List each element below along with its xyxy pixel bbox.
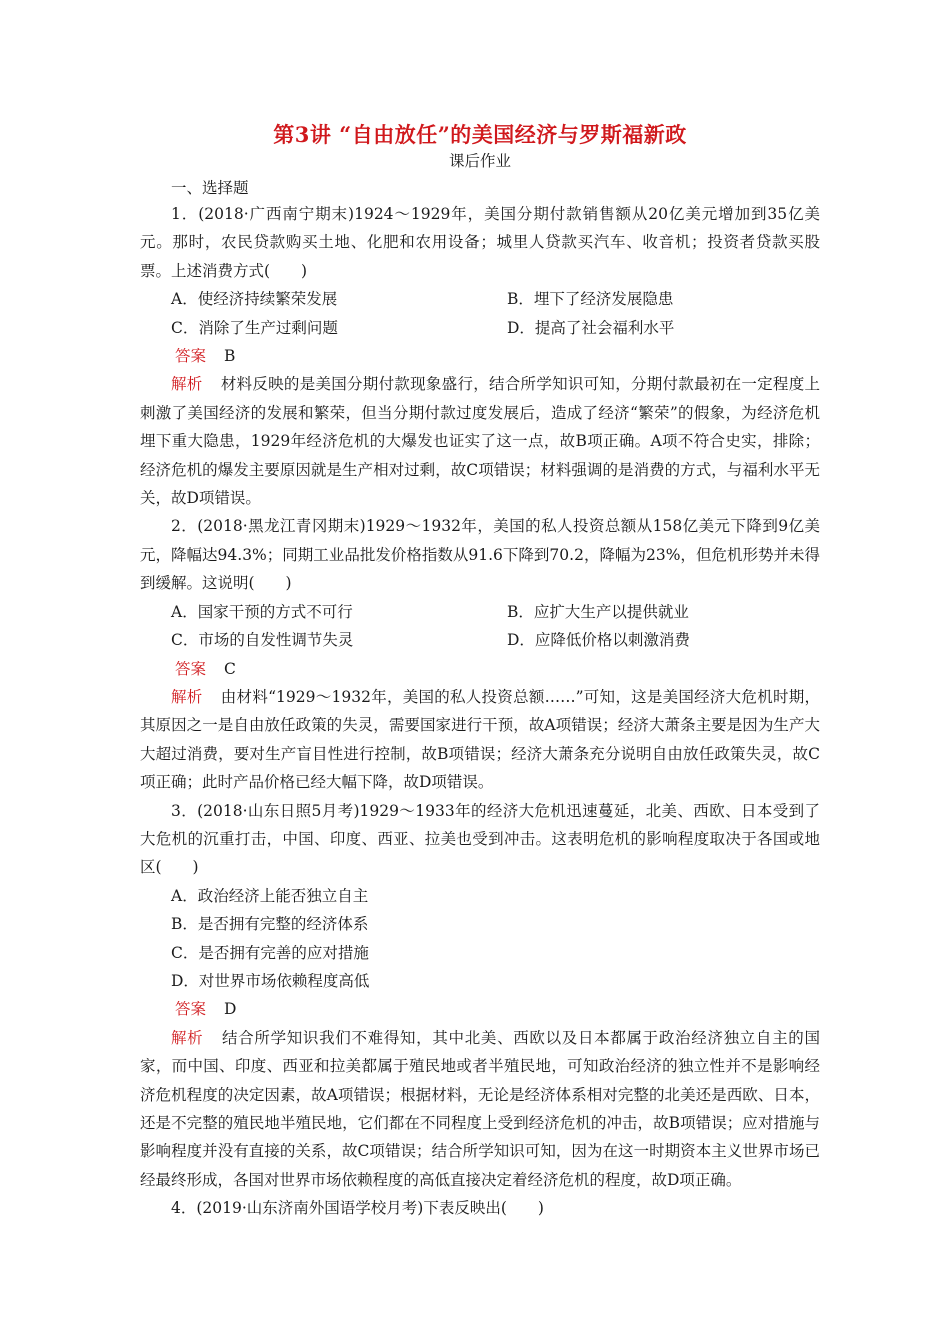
answer-label: 答案 — [175, 347, 207, 366]
analysis-text: 由材料“1929～1932年，美国的私人投资总额……”可知，这是美国经济大危机时期，其原因之一是自由放任政策的失灵，需要国家进行干预，故A项错误；经济大萧条主要是因为生产大大超过消费，要对生产盲目性进行控制，故B项错误；经济大萧条充分说明自由放任政策失灵，故C项正确；此时产品价格已经大幅下降，故D项错误。 — [140, 687, 820, 792]
question-4 — [140, 1194, 820, 1222]
page-subtitle: 课后作业 — [448, 152, 511, 170]
option-b: B．是否拥有完整的经济体系 — [171, 915, 369, 934]
answer-line — [140, 342, 820, 370]
question-stem: 2．(2018·黑龙江青冈期末)1929～1932年，美国的私人投资总额从158亿美元下降到9亿美元，降幅达94.3%；同期工业品批发价格指数从91.6下降到70.2，降幅为23%，但危机形势并未得到缓解。这说明( ) — [140, 517, 820, 593]
question-1 — [140, 200, 820, 512]
document-page — [140, 120, 820, 1223]
answer-value: B — [224, 347, 236, 366]
analysis-label: 解析 — [171, 687, 203, 706]
option-d: D．提高了社会福利水平 — [507, 318, 675, 337]
option-a: A．政治经济上能否独立自主 — [171, 886, 369, 905]
section-heading: 一、选择题 — [171, 179, 249, 197]
answer-line — [140, 995, 820, 1023]
answer-value: C — [224, 659, 236, 678]
answer-label: 答案 — [175, 659, 207, 678]
analysis-paragraph — [140, 370, 820, 512]
question-stem: 3．(2018·山东日照5月考)1929～1933年的经济大危机迅速蔓延，北美、西欧、日本受到了大危机的沉重打击，中国、印度、西亚、拉美也受到冲击。这表明危机的影响程度取决于各国或地区( ) — [140, 801, 820, 877]
answer-value: D — [224, 1000, 237, 1019]
question-stem: 1．(2018·广西南宁期末)1924～1929年，美国分期付款销售额从20亿美元增加到35亿美元。那时，农民贷款购买土地、化肥和农用设备；城里人贷款买汽车、收音机；投资者贷款买股票。上述消费方式( ) — [140, 205, 820, 280]
option-b: B．埋下了经济发展隐患 — [507, 290, 674, 309]
question-2 — [140, 512, 820, 796]
option-a: A．使经济持续繁荣发展 — [171, 290, 338, 309]
option-d: D．对世界市场依赖程度高低 — [171, 971, 370, 990]
question-options — [140, 285, 820, 342]
analysis-paragraph — [140, 683, 820, 797]
question-stem: 4．(2019·山东济南外国语学校月考)下表反映出( ) — [171, 1199, 544, 1218]
question-options — [140, 598, 820, 655]
option-c: C．消除了生产过剩问题 — [171, 318, 338, 337]
option-b: B．应扩大生产以提供就业 — [507, 602, 689, 621]
answer-line — [140, 655, 820, 683]
analysis-text: 结合所学知识我们不难得知，其中北美、西欧以及日本都属于政治经济独立自主的国家，而中国、印度、西亚和拉美都属于殖民地或者半殖民地，可知政治经济的独立性并不是影响经济危机程度的决定因素，故A项错误；根据材料，无论是经济体系相对完整的北美还是西欧、日本，还是不完整的殖民地半殖民地，它们都在不同程度上受到经济危机的冲击，故B项错误；应对措施与影响程度并没有直接的关系，故C项错误；结合所学知识可知，因为在这一时期资本主义世界市场已经最终形成，各国对世界市场依赖程度的高低直接决定着经济危机的程度，故D项正确。 — [140, 1028, 820, 1189]
analysis-label: 解析 — [171, 1028, 204, 1047]
option-d: D．应降低价格以刺激消费 — [507, 631, 690, 650]
answer-label: 答案 — [175, 1000, 207, 1019]
analysis-paragraph — [140, 1024, 820, 1194]
page-title: 第3讲 “自由放任”的美国经济与罗斯福新政 — [273, 122, 687, 147]
question-options — [140, 882, 820, 996]
analysis-label: 解析 — [171, 375, 203, 394]
question-3 — [140, 797, 820, 1195]
option-a: A．国家干预的方式不可行 — [171, 602, 353, 621]
option-c: C．市场的自发性调节失灵 — [171, 631, 354, 650]
option-c: C．是否拥有完善的应对措施 — [171, 943, 369, 962]
analysis-text: 材料反映的是美国分期付款现象盛行，结合所学知识可知，分期付款最初在一定程度上刺激了美国经济的发展和繁荣，但当分期付款过度发展后，造成了经济“繁荣”的假象，为经济危机埋下重大隐患，1929年经济危机的大爆发也证实了这一点，故B项正确。A项不符合史实，排除；经济危机的爆发主要原因就是生产相对过剩，故C项错误；材料强调的是消费的方式，与福利水平无关，故D项错误。 — [140, 375, 820, 508]
